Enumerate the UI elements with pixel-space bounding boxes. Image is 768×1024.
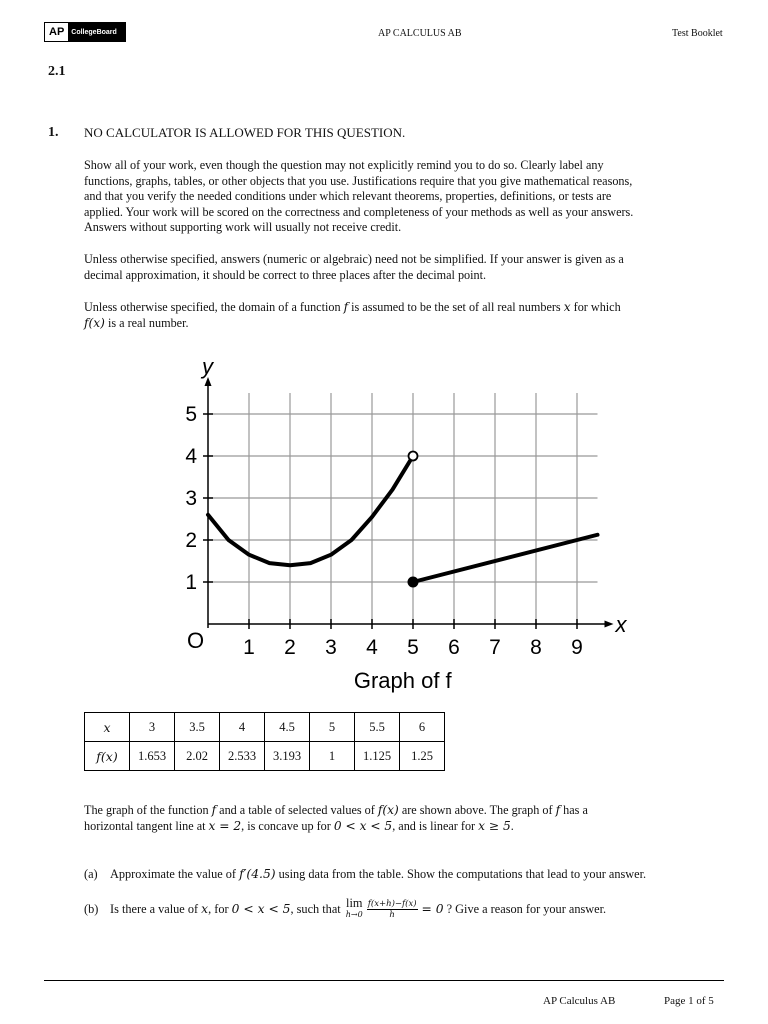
- table-cell: 3: [130, 713, 175, 742]
- limit-subscript: h→0: [345, 910, 363, 919]
- table-row: [85, 742, 445, 771]
- instructions-line: Answers without supporting work will usually not receive credit.: [84, 220, 402, 234]
- part-a: [84, 867, 734, 882]
- instructions-line: functions, graphs, tables, or other objects that you use. Justifications require that you give mathematical reasons,: [84, 173, 633, 188]
- part-b-text: , for: [208, 901, 232, 916]
- graph-svg: [172, 352, 642, 702]
- logo-college-board-text: CollegeBoard: [68, 23, 125, 41]
- calculator-notice: NO CALCULATOR IS ALLOWED FOR THIS QUESTION.: [84, 125, 406, 140]
- description-text: horizontal tangent line at: [84, 818, 209, 833]
- limit-equals: = 0: [417, 902, 444, 916]
- table-cell: 4: [220, 713, 265, 742]
- section-number: 2.1: [48, 64, 66, 79]
- part-a-text: using data from the table. Show the computations that lead to your answer.: [275, 867, 647, 881]
- math-fx: f(x): [84, 315, 105, 330]
- simplify-line: Unless otherwise specified, answers (numeric or algebraic) need not be simplified. If your answer is given as a: [84, 252, 624, 266]
- domain-text: is assumed to be the set of all real numbers: [348, 300, 564, 314]
- curve-segment-concave: [208, 456, 413, 565]
- simplify-paragraph: [84, 252, 724, 283]
- fraction-numerator: f(x+h)−f(x): [367, 898, 417, 909]
- table-cell: 3.193: [265, 742, 310, 771]
- question-number: 1.: [48, 125, 59, 140]
- math-x: x: [201, 902, 209, 916]
- header-booklet-label: Test Booklet: [672, 28, 723, 39]
- description-text: The graph of the function: [84, 803, 212, 817]
- y-axis-label: y: [202, 354, 213, 379]
- part-b-label: (b): [84, 901, 99, 916]
- line-segment-linear: [413, 535, 598, 582]
- fraction-denominator: h: [389, 909, 395, 920]
- math-f: f: [211, 803, 217, 817]
- x-tick-label: 5: [407, 636, 419, 659]
- x-tick-label: 9: [571, 636, 583, 659]
- graph-of-f: [172, 352, 642, 707]
- table-cell: 1.25: [400, 742, 445, 771]
- description-text: .: [510, 818, 514, 833]
- description-text: , and is linear for: [392, 818, 479, 833]
- table-cell: 1.653: [130, 742, 175, 771]
- part-b-text: ? Give a reason for your answer.: [443, 901, 607, 916]
- x-tick-label: 1: [243, 636, 255, 659]
- footer-course: AP Calculus AB: [543, 995, 616, 1007]
- footer-divider: [44, 980, 724, 981]
- description-text: , is concave up for: [241, 818, 334, 833]
- table-cell: 5.5: [355, 713, 400, 742]
- description-text: has a: [560, 803, 588, 817]
- math-x-equals-2: x = 2: [208, 818, 242, 833]
- domain-paragraph: [84, 300, 724, 331]
- y-tick-label: 2: [185, 529, 197, 552]
- limit-word: lim: [346, 896, 363, 910]
- domain-text: is a real number.: [104, 315, 189, 330]
- part-a-text: Approximate the value of: [110, 867, 240, 881]
- part-b-text: Is there a value of: [110, 901, 202, 916]
- table-cell: 3.5: [175, 713, 220, 742]
- instructions-paragraph: [84, 158, 724, 236]
- instructions-line: applied. Your work will be scored on the correctness and completeness of your methods as well as your answers.: [84, 204, 634, 219]
- logo-ap-text: AP: [45, 23, 68, 41]
- x-tick-label: 8: [530, 636, 542, 659]
- table-row-label-x: x: [85, 713, 130, 742]
- x-tick-label: 3: [325, 636, 337, 659]
- x-tick-label: 6: [448, 636, 460, 659]
- math-interval: 0 < x < 5: [231, 902, 291, 916]
- header-title: AP CALCULUS AB: [378, 28, 462, 39]
- math-f-prime: f′(4.5): [239, 867, 276, 881]
- limit-expression: [346, 898, 444, 920]
- values-table: [84, 712, 445, 771]
- footer-page-number: Page 1 of 5: [664, 995, 714, 1007]
- math-fx: f(x): [377, 803, 399, 817]
- x-tick-label: 4: [366, 636, 378, 659]
- chart-title: Graph of f: [353, 668, 452, 693]
- part-b-text: , such that: [290, 901, 344, 916]
- domain-text: for which: [570, 300, 621, 314]
- description-text: are shown above. The graph of: [398, 803, 556, 817]
- math-x: x: [563, 300, 571, 314]
- x-axis-arrow: [605, 621, 614, 628]
- math-f: f: [555, 803, 561, 817]
- part-b: [84, 898, 734, 920]
- part-a-label: (a): [84, 867, 98, 881]
- table-cell: 4.5: [265, 713, 310, 742]
- math-x-geq-5: x ≥ 5: [478, 818, 511, 833]
- y-tick-label: 3: [185, 487, 197, 510]
- table-cell: 1: [310, 742, 355, 771]
- table-cell: 5: [310, 713, 355, 742]
- table-row: [85, 713, 445, 742]
- x-tick-label: 7: [489, 636, 501, 659]
- y-tick-label: 5: [185, 403, 197, 426]
- table-cell: 6: [400, 713, 445, 742]
- ap-college-board-logo: [44, 22, 126, 42]
- y-tick-label: 4: [185, 445, 197, 468]
- math-f: f: [343, 300, 349, 314]
- y-tick-label: 1: [185, 571, 197, 594]
- table-cell: 2.02: [175, 742, 220, 771]
- simplify-line: decimal approximation, it should be correct to three places after the decimal point.: [84, 267, 487, 282]
- instructions-line: Show all of your work, even though the question may not explicitly remind you to do so. Clearly label any: [84, 158, 604, 172]
- domain-text: Unless otherwise specified, the domain of a function: [84, 300, 344, 314]
- open-circle-endpoint: [409, 452, 418, 461]
- x-tick-label: 2: [284, 636, 296, 659]
- description-text: and a table of selected values of: [216, 803, 378, 817]
- closed-circle-endpoint: [408, 577, 419, 588]
- table-row-label-fx: f(x): [85, 742, 130, 771]
- graph-description: [84, 803, 724, 834]
- x-axis-label: x: [615, 612, 627, 637]
- math-interval: 0 < x < 5: [333, 818, 393, 833]
- instructions-line: and that you verify the needed conditions under which relevant theorems, properties, definitions, or tests are: [84, 189, 612, 203]
- table-cell: 1.125: [355, 742, 400, 771]
- origin-label: O: [187, 628, 205, 653]
- table-cell: 2.533: [220, 742, 265, 771]
